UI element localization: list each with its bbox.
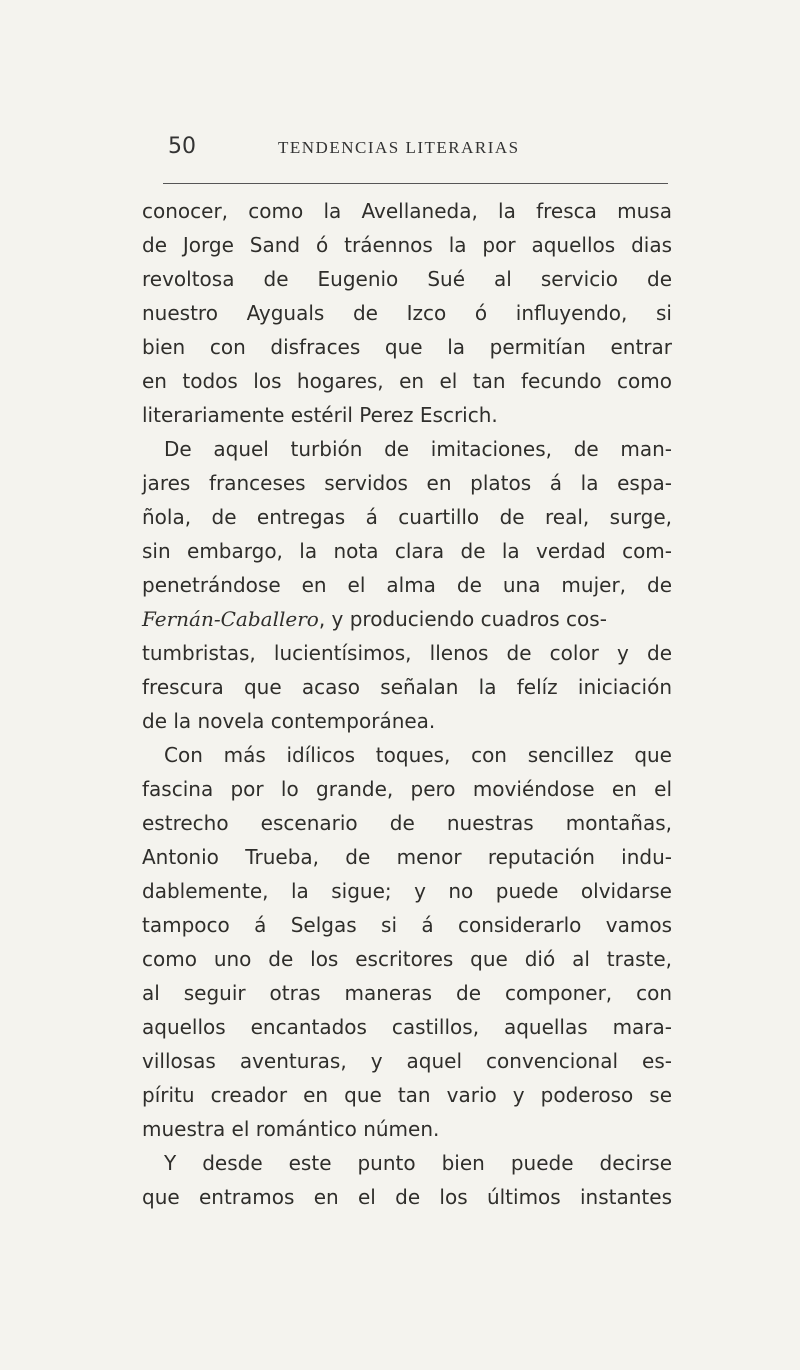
text-line: Y desde este punto bien puede decirse	[164, 1151, 672, 1175]
header-rule	[163, 183, 668, 184]
text-line: villosas aventuras, y aquel convencional es-	[142, 1049, 672, 1073]
text-line: revoltosa de Eugenio Sué al servicio de	[142, 267, 672, 291]
text-line: sin embargo, la nota clara de la verdad com-	[142, 539, 672, 563]
page-number: 50	[168, 134, 196, 159]
body-text	[142, 194, 672, 1214]
page-header	[168, 133, 668, 163]
text-line: píritu creador en que tan vario y poderoso se	[142, 1083, 672, 1107]
text-line: aquellos encantados castillos, aquellas mara-	[142, 1015, 672, 1039]
text-line: en todos los hogares, en el tan fecundo como	[142, 369, 672, 393]
text-line: Antonio Trueba, de menor reputación indu-	[142, 845, 672, 869]
text-line: frescura que acaso señalan la felíz iniciación	[142, 675, 672, 699]
text-line-with-italic	[142, 602, 672, 636]
text-line: muestra el romántico númen.	[142, 1117, 440, 1141]
text-line: ñola, de entregas á cuartillo de real, surge,	[142, 505, 672, 529]
text-line: como uno de los escritores que dió al traste,	[142, 947, 672, 971]
text-line: jares franceses servidos en platos á la espa-	[142, 471, 672, 495]
running-title: TENDENCIAS LITERARIAS	[278, 138, 520, 157]
text-line: nuestro Ayguals de Izco ó influyendo, si	[142, 301, 672, 325]
text-line: dablemente, la sigue; y no puede olvidarse	[142, 879, 672, 903]
text-line: conocer, como la Avellaneda, la fresca musa	[142, 199, 672, 223]
text-line: bien con disfraces que la permitían entrar	[142, 335, 672, 359]
text-line: de la novela contemporánea.	[142, 709, 436, 733]
text-line: De aquel turbión de imitaciones, de man-	[164, 437, 672, 461]
text-line: tampoco á Selgas si á considerarlo vamos	[142, 913, 672, 937]
text-line: literariamente estéril Perez Escrich.	[142, 403, 498, 427]
text-line: al seguir otras maneras de componer, con	[142, 981, 672, 1005]
text-line: de Jorge Sand ó tráennos la por aquellos dias	[142, 233, 672, 257]
italic-author-name: Fernán-Caballero	[142, 607, 319, 631]
text-line: que entramos en el de los últimos instantes	[142, 1185, 672, 1209]
text-line: tumbristas, lucientísimos, llenos de color y de	[142, 641, 672, 665]
text-fragment: , y produciendo cuadros cos-	[318, 607, 607, 631]
text-line: Con más idílicos toques, con sencillez que	[164, 743, 672, 767]
text-line: estrecho escenario de nuestras montañas,	[142, 811, 672, 835]
text-line: penetrándose en el alma de una mujer, de	[142, 573, 672, 597]
text-line: fascina por lo grande, pero moviéndose en el	[142, 777, 672, 801]
